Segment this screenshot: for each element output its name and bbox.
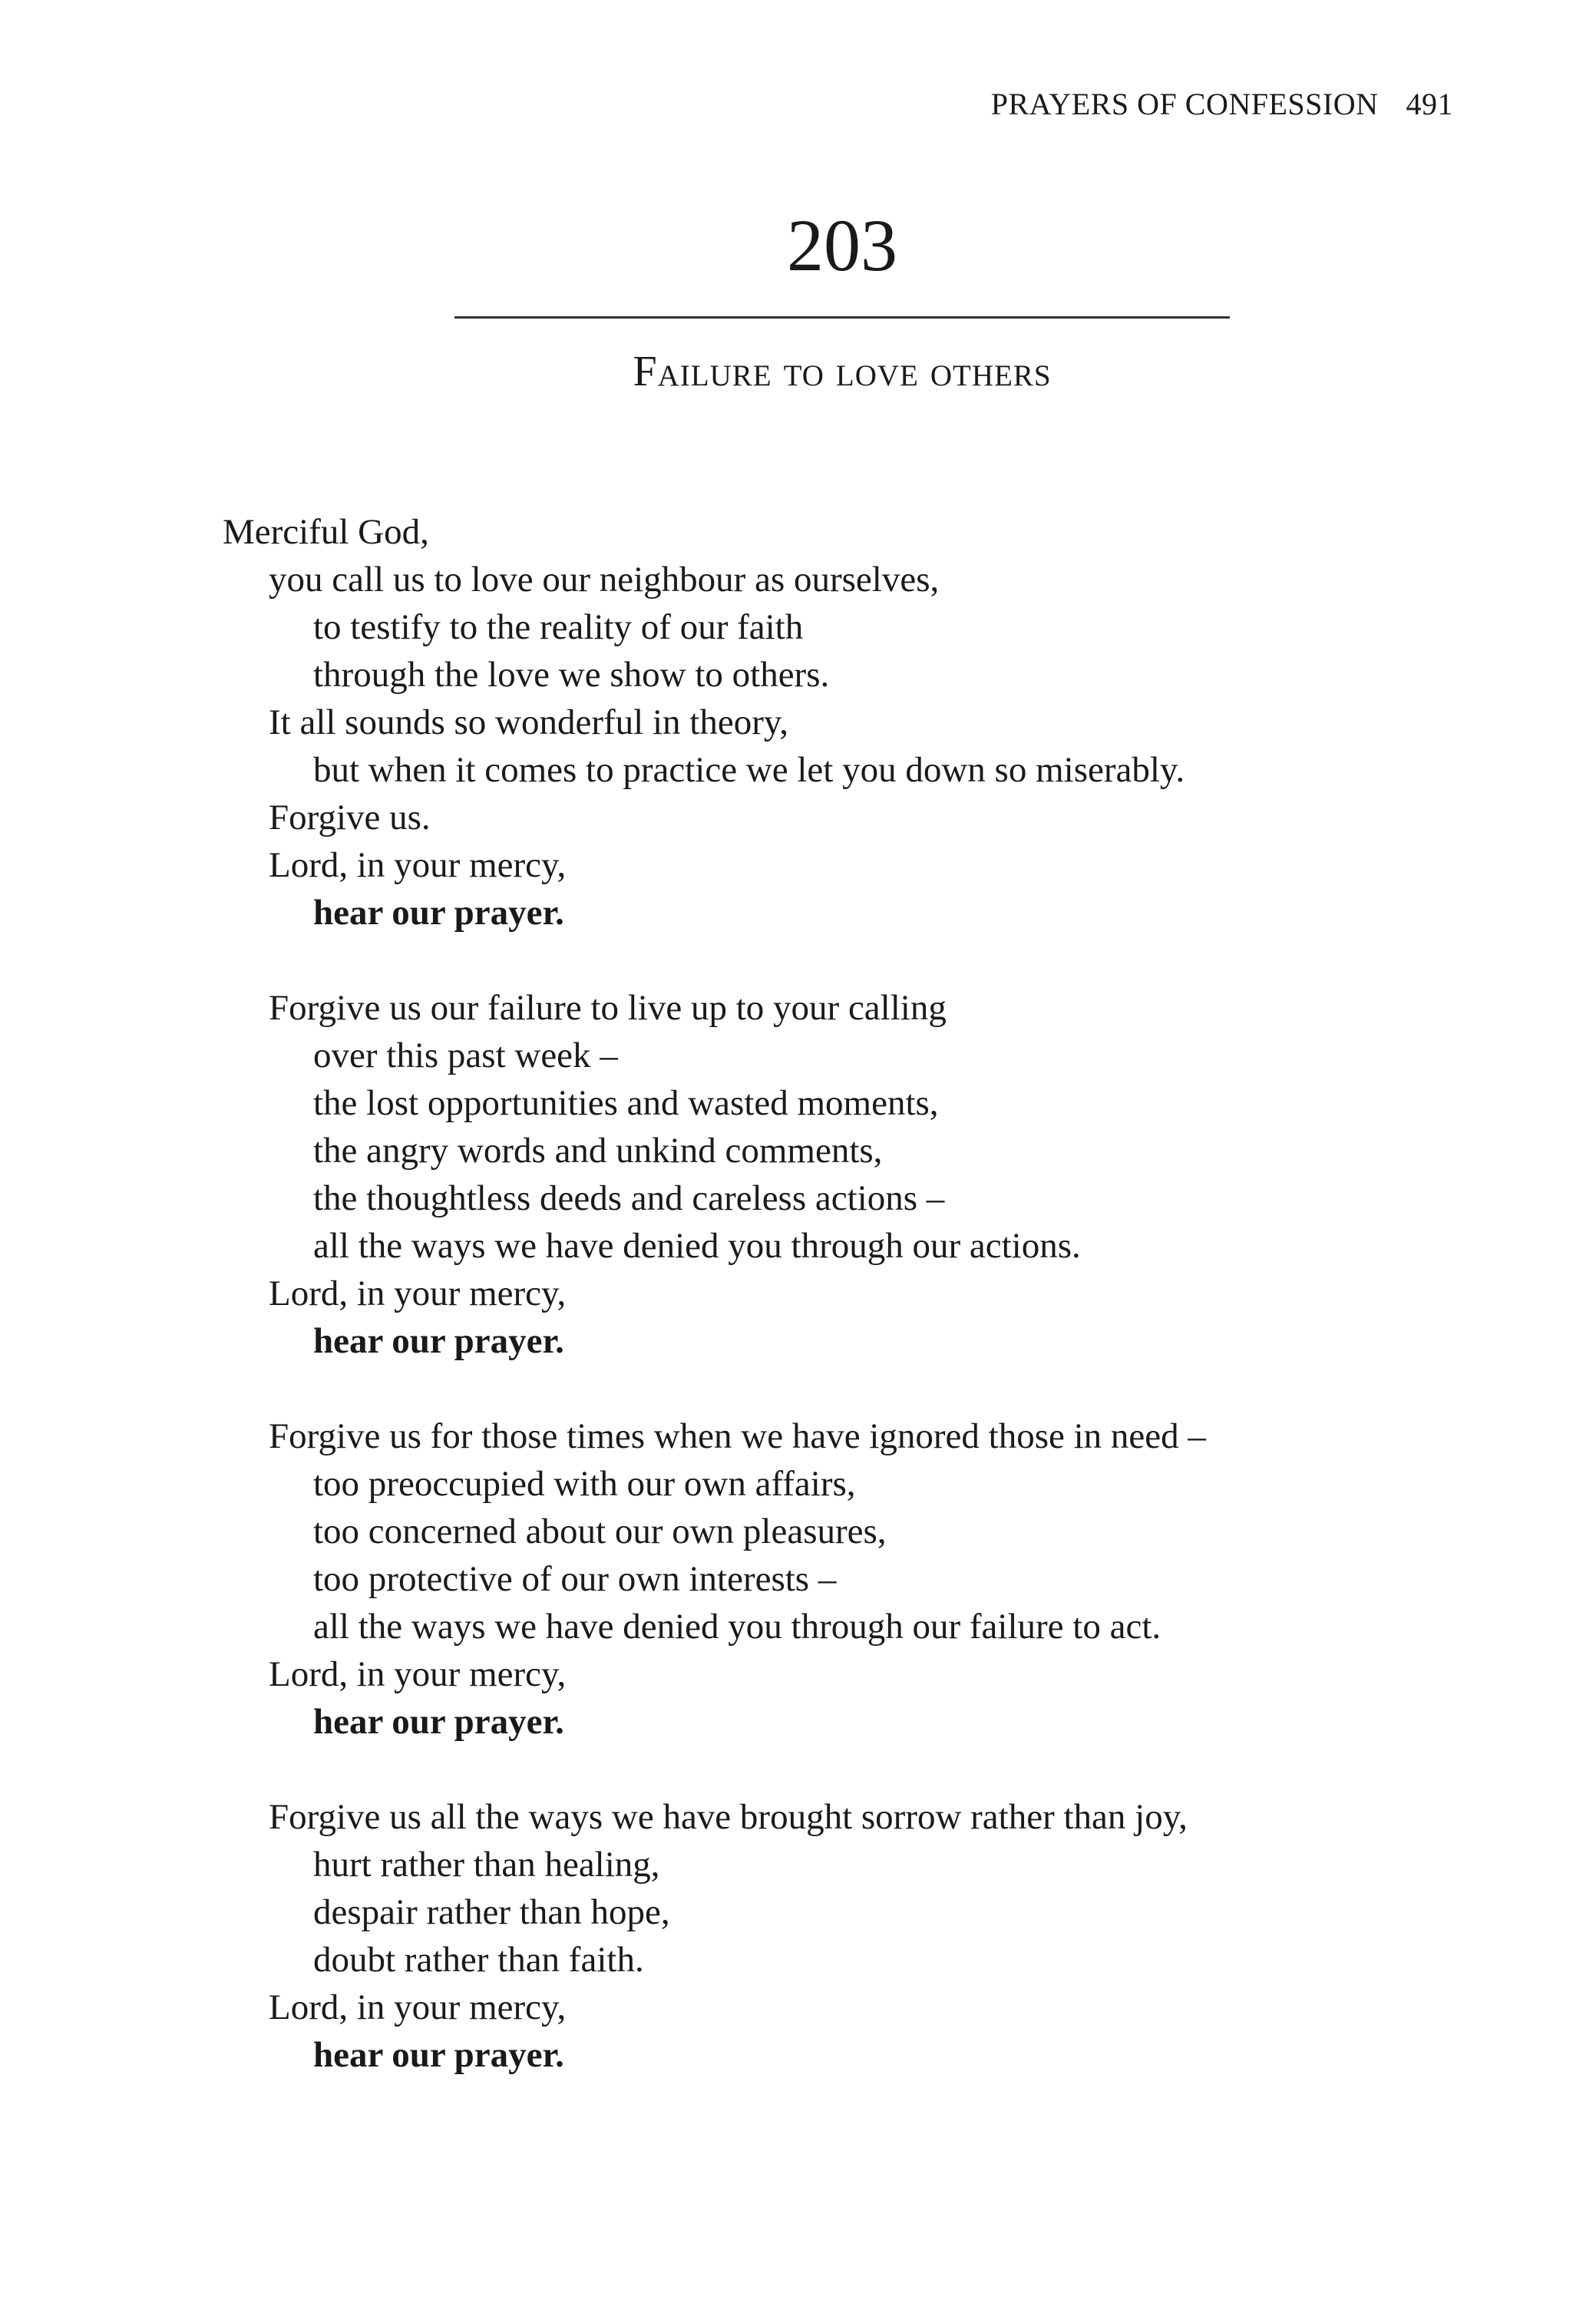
stanza-gap: [223, 1365, 1528, 1412]
prayer-body: [223, 508, 1528, 2079]
page-number: 491: [1406, 87, 1453, 121]
title-rule: [454, 316, 1230, 319]
prayer-line: you call us to love our neighbour as ourselves,: [269, 560, 940, 600]
prayer-line: Lord, in your mercy,: [269, 845, 567, 885]
response-line: hear our prayer.: [313, 1702, 564, 1742]
stanza-gap: [223, 1746, 1528, 1793]
prayer-line: all the ways we have denied you through our failure to act.: [313, 1607, 1161, 1647]
prayer-line: over this past week –: [313, 1036, 618, 1075]
prayer-line: too concerned about our own pleasures,: [313, 1511, 887, 1551]
prayer-line: too preoccupied with our own affairs,: [313, 1464, 856, 1504]
running-head-section: PRAYERS OF CONFESSION: [990, 87, 1379, 121]
response-line: hear our prayer.: [313, 893, 564, 933]
prayer-line: Lord, in your mercy,: [269, 1274, 567, 1313]
stanza: [223, 984, 1528, 1365]
stanza: [223, 508, 1528, 937]
prayer-line: despair rather than hope,: [313, 1892, 670, 1932]
response-line: hear our prayer.: [313, 2035, 564, 2075]
prayer-line: the angry words and unkind comments,: [313, 1131, 883, 1171]
prayer-line: Forgive us our failure to live up to your calling: [269, 988, 947, 1028]
prayer-line: It all sounds so wonderful in theory,: [269, 702, 789, 742]
prayer-line: to testify to the reality of our faith: [313, 607, 804, 647]
running-head: [991, 86, 1453, 122]
prayer-line: the thoughtless deeds and careless actions –: [313, 1178, 945, 1218]
prayer-line: Forgive us for those times when we have ignored those in need –: [269, 1416, 1206, 1456]
prayer-line: all the ways we have denied you through our actions.: [313, 1226, 1081, 1266]
stanza: [223, 1793, 1528, 2079]
prayer-line: Forgive us all the ways we have brought sorrow rather than joy,: [269, 1797, 1188, 1837]
prayer-line: through the love we show to others.: [313, 655, 830, 695]
prayer-line: Merciful God,: [223, 512, 429, 552]
stanza-gap: [223, 937, 1528, 984]
prayer-line: but when it comes to practice we let you down so miserably.: [313, 750, 1185, 790]
prayer-number: 203: [787, 204, 897, 286]
prayer-line: hurt rather than healing,: [313, 1845, 660, 1885]
prayer-line: Lord, in your mercy,: [269, 1987, 567, 2027]
stanza: [223, 1412, 1528, 1746]
prayer-line: the lost opportunities and wasted moments,: [313, 1083, 939, 1123]
prayer-line: doubt rather than faith.: [313, 1940, 644, 1980]
prayer-line: Lord, in your mercy,: [269, 1654, 567, 1694]
prayer-line: too protective of our own interests –: [313, 1559, 837, 1599]
prayer-title: Failure to love others: [633, 348, 1052, 395]
prayer-line: Forgive us.: [269, 798, 431, 837]
response-line: hear our prayer.: [313, 1321, 564, 1361]
